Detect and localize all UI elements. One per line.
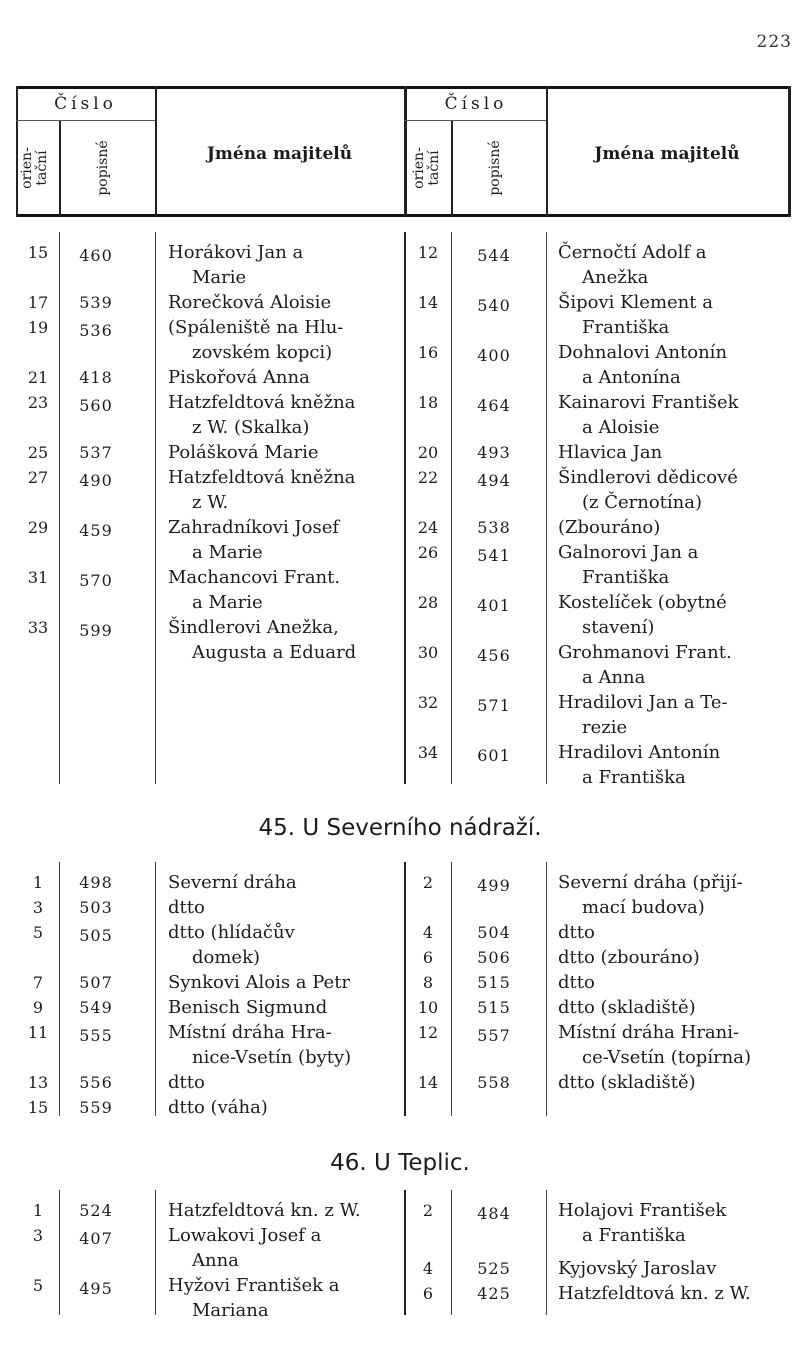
column-divider — [404, 862, 406, 1116]
owner-name-line: Hradilovi Antonín — [558, 742, 721, 763]
popisne-cislo: 504 — [477, 923, 511, 942]
column-divider — [404, 232, 406, 784]
orientacni-label-left: orien- tační — [19, 147, 50, 189]
owner-name-line: zovském kopci) — [192, 342, 333, 363]
owner-name-line: dtto — [168, 1072, 205, 1093]
owner-name-line: Hyžovi František a — [168, 1275, 340, 1296]
popisne-cislo: 540 — [477, 296, 511, 315]
popisne-cislo: 503 — [79, 898, 113, 917]
owner-name-line: Anna — [192, 1250, 239, 1271]
orientacni-cislo: 32 — [417, 693, 439, 712]
owner-name-line: Zahradníkovi Josef — [168, 517, 340, 538]
header-top-rule — [16, 86, 790, 89]
popisne-cislo: 570 — [79, 571, 113, 590]
owner-name-line: Kyjovský Jaroslav — [558, 1257, 717, 1279]
popisne-cislo: 460 — [79, 246, 113, 265]
owner-name-line: Hlavica Jan — [558, 442, 663, 463]
column-divider — [404, 1190, 406, 1315]
owner-name-line: Polášková Marie — [168, 442, 319, 463]
owner-name-line: dtto (váha) — [168, 1097, 268, 1118]
popisne-cislo: 558 — [477, 1073, 511, 1092]
owner-name-line: Hradilovi Jan a Te- — [558, 692, 728, 713]
orientacni-cislo: 5 — [32, 923, 44, 942]
orientacni-cislo: 18 — [417, 393, 439, 412]
popisne-cislo: 400 — [477, 346, 511, 365]
popisne-cislo: 494 — [477, 471, 511, 490]
orientacni-cislo: 2 — [422, 1201, 434, 1220]
owner-name-line: Mariana — [192, 1300, 269, 1321]
popisne-cislo: 555 — [79, 1026, 113, 1045]
popisne-cislo: 539 — [79, 293, 113, 312]
column-divider — [546, 232, 547, 784]
column-divider — [59, 232, 60, 784]
owner-name-line: Lowakovi Josef a — [168, 1225, 322, 1246]
orientacni-cislo: 1 — [32, 873, 44, 892]
owner-name-line: Piskořová Anna — [168, 367, 310, 388]
owner-name-line: nice-Vsetín (byty) — [192, 1047, 352, 1068]
owner-name-line: dtto (skladiště) — [558, 997, 696, 1018]
orientacni-cislo: 19 — [27, 318, 49, 337]
orientacni-cislo: 12 — [417, 1023, 439, 1042]
orientacni-cislo: 15 — [27, 243, 49, 262]
owner-name-line: z W. (Skalka) — [192, 417, 310, 438]
owner-name-line: Šindlerovi dědicové — [558, 467, 738, 488]
popisne-cislo: 544 — [477, 246, 511, 265]
orientacni-cislo: 14 — [417, 293, 439, 312]
owner-name-line: a Antonína — [582, 367, 681, 388]
popisne-label-left: popisné — [95, 140, 111, 196]
owner-name-line: Severní dráha — [168, 872, 297, 893]
popisne-cislo: 556 — [79, 1073, 113, 1092]
orientacni-cislo: 20 — [417, 443, 439, 462]
owner-name-line: a Aloisie — [582, 417, 660, 438]
column-divider — [546, 1190, 547, 1315]
orientacni-cislo: 5 — [32, 1276, 44, 1295]
orientacni-cislo: 2 — [422, 873, 434, 892]
column-divider — [155, 1190, 156, 1315]
owner-name-line: Františka — [582, 567, 670, 588]
owner-name-line: Galnorovi Jan a — [558, 542, 699, 563]
orientacni-cislo: 4 — [422, 923, 434, 942]
orientacni-cislo: 29 — [27, 518, 49, 537]
owner-name-line: dtto — [558, 972, 595, 993]
section-45-table — [16, 862, 790, 1116]
popisne-cislo: 495 — [79, 1279, 113, 1298]
header-divider — [788, 86, 791, 217]
popisne-cislo: 506 — [477, 948, 511, 967]
cislo-label-left: Číslo — [54, 94, 117, 114]
column-divider — [59, 862, 60, 1116]
orientacni-cislo: 21 — [27, 368, 49, 387]
owner-name-line: a Marie — [192, 592, 263, 613]
popisne-cislo: 507 — [79, 973, 113, 992]
owner-name-line: Černočtí Adolf a — [558, 242, 707, 263]
orientacni-cislo: 28 — [417, 593, 439, 612]
popisne-cislo: 459 — [79, 521, 113, 540]
orientacni-cislo: 15 — [27, 1098, 49, 1117]
column-divider — [155, 862, 156, 1116]
orientacni-cislo: 27 — [27, 468, 49, 487]
orientacni-cislo: 31 — [27, 568, 49, 587]
section-46-table — [16, 1190, 790, 1321]
owner-name-line: (Spáleniště na Hlu- — [168, 317, 344, 338]
owner-name-line: Hatzfeldtová kn. z W. — [168, 1200, 361, 1221]
popisne-cislo: 559 — [79, 1098, 113, 1117]
orientacni-cislo: 23 — [27, 393, 49, 412]
popisne-cislo: 484 — [477, 1204, 511, 1223]
owner-name-line: Dohnalovi Antonín — [558, 342, 728, 363]
popisne-cislo: 541 — [477, 546, 511, 565]
header-subrule — [16, 120, 155, 121]
popisne-cislo: 549 — [79, 998, 113, 1017]
popisne-cislo: 425 — [477, 1283, 511, 1303]
cislo-label-right: Číslo — [444, 94, 508, 114]
popisne-cislo: 505 — [79, 926, 113, 945]
owner-name-line: Horákovi Jan a — [168, 242, 304, 263]
owner-name-line: Hatzfeldtová kněžna — [168, 392, 356, 413]
column-divider — [546, 862, 547, 1116]
owner-name-line: z W. — [192, 492, 229, 513]
popisne-cislo: 464 — [477, 396, 511, 415]
page-number: 223 — [756, 32, 792, 52]
orientacni-cislo: 6 — [422, 948, 434, 967]
popisne-cislo: 571 — [477, 696, 511, 715]
orientacni-cislo: 13 — [27, 1073, 49, 1092]
owner-name-line: domek) — [192, 947, 261, 968]
jmena-label-left: Jména majitelů — [206, 144, 353, 164]
popisne-cislo: 557 — [477, 1026, 511, 1045]
orientacni-cislo: 30 — [417, 643, 439, 662]
column-divider — [59, 1190, 60, 1315]
orientacni-cislo: 26 — [417, 543, 439, 562]
orientacni-cislo: 22 — [417, 468, 439, 487]
orientacni-cislo: 6 — [422, 1283, 434, 1303]
orientacni-label-right: orien- tační — [411, 147, 442, 189]
owner-name-line: Kainarovi František — [558, 392, 739, 413]
owner-name-line: (z Černotína) — [582, 492, 703, 513]
owner-name-line: Grohmanovi Frant. — [558, 642, 732, 663]
popisne-cislo: 560 — [79, 396, 113, 415]
header-divider — [451, 120, 453, 217]
orientacni-cislo: 12 — [417, 243, 439, 262]
jmena-label-right: Jména majitelů — [594, 144, 740, 164]
popisne-cislo: 418 — [79, 368, 113, 387]
section-44-table — [16, 232, 790, 788]
orientacni-cislo: 9 — [32, 998, 44, 1017]
owner-name-line: dtto — [558, 922, 595, 943]
owner-name-line: Hatzfeldtová kn. z W. — [558, 1282, 751, 1304]
section-45-title: 45. U Severního nádraží. — [258, 815, 542, 841]
owner-name-line: Holajovi František — [558, 1200, 727, 1221]
orientacni-cislo: 3 — [32, 898, 44, 917]
orientacni-cislo: 1 — [32, 1201, 44, 1220]
owner-name-line: Machancovi Frant. — [168, 567, 341, 588]
orientacni-cislo: 7 — [32, 973, 44, 992]
popisne-cislo: 493 — [477, 443, 511, 462]
popisne-cislo: 456 — [477, 646, 511, 665]
header-bottom-rule — [16, 214, 790, 217]
column-divider — [155, 232, 156, 784]
owner-name-line: Šindlerovi Anežka, — [168, 617, 339, 638]
popisne-cislo: 515 — [477, 998, 511, 1017]
section-46-title: 46. U Teplic. — [330, 1150, 470, 1176]
column-divider — [451, 1190, 452, 1315]
table-header — [16, 86, 790, 216]
owner-name-line: a Anna — [582, 667, 646, 688]
header-subrule — [404, 120, 546, 121]
popisne-cislo: 537 — [79, 443, 113, 462]
orientacni-cislo: 33 — [27, 618, 49, 637]
owner-name-line: rezie — [582, 717, 628, 738]
orientacni-cislo: 25 — [27, 443, 49, 462]
owner-name-line: Místní dráha Hrani- — [558, 1022, 740, 1043]
popisne-cislo: 407 — [79, 1229, 113, 1248]
orientacni-cislo: 16 — [417, 343, 439, 362]
owner-name-line: Šipovi Klement a — [558, 292, 713, 313]
popisne-cislo: 499 — [477, 876, 511, 895]
owner-name-line: (Zbouráno) — [558, 517, 661, 538]
owner-name-line: dtto (skladiště) — [558, 1072, 696, 1093]
owner-name-line: mací budova) — [582, 897, 705, 918]
owner-name-line: Místní dráha Hra- — [168, 1022, 332, 1043]
owner-name-line: Kostelíček (obytné — [558, 592, 727, 613]
header-divider — [59, 120, 61, 217]
owner-name-line: Severní dráha (přijí- — [558, 872, 743, 893]
owner-name-line: dtto — [168, 897, 205, 918]
orientacni-cislo: 4 — [422, 1258, 434, 1278]
owner-name-line: Marie — [192, 267, 247, 288]
owner-name-line: dtto (hlídačův — [168, 922, 295, 943]
owner-name-line: a Marie — [192, 542, 263, 563]
owner-name-line: Františka — [582, 317, 670, 338]
orientacni-cislo: 11 — [27, 1023, 49, 1042]
orientacni-cislo: 14 — [417, 1073, 439, 1092]
owner-name-line: Rorečková Aloisie — [168, 292, 332, 313]
owner-name-line: stavení) — [582, 617, 655, 638]
popisne-cislo: 538 — [477, 518, 511, 537]
owner-name-line: dtto (zbouráno) — [558, 947, 700, 968]
popisne-label-right: popisné — [487, 140, 503, 196]
column-divider — [451, 862, 452, 1116]
owner-name-line: Anežka — [582, 267, 649, 288]
popisne-cislo: 498 — [79, 873, 113, 892]
owner-name-line: Synkovi Alois a Petr — [168, 972, 351, 993]
popisne-cislo: 599 — [79, 621, 113, 640]
owner-name-line: ce-Vsetín (topírna) — [582, 1047, 752, 1068]
orientacni-cislo: 3 — [32, 1226, 44, 1245]
popisne-cislo: 401 — [477, 596, 511, 615]
orientacni-cislo: 8 — [422, 973, 434, 992]
orientacni-cislo: 24 — [417, 518, 439, 537]
popisne-cislo: 601 — [477, 746, 511, 765]
column-divider — [451, 232, 452, 784]
orientacni-cislo: 34 — [417, 743, 439, 762]
owner-name-line: Augusta a Eduard — [192, 642, 357, 663]
popisne-cislo: 490 — [79, 471, 113, 490]
orientacni-cislo: 17 — [27, 293, 49, 312]
owner-name-line: Benisch Sigmund — [168, 997, 328, 1018]
popisne-cislo: 536 — [79, 321, 113, 340]
owner-name-line: Hatzfeldtová kněžna — [168, 467, 356, 488]
popisne-cislo: 524 — [79, 1201, 113, 1220]
popisne-cislo: 515 — [477, 973, 511, 992]
owner-name-line: a Františka — [582, 1225, 686, 1246]
popisne-cislo: 525 — [477, 1258, 511, 1278]
owner-name-line: a Františka — [582, 767, 686, 788]
orientacni-cislo: 10 — [417, 998, 439, 1017]
